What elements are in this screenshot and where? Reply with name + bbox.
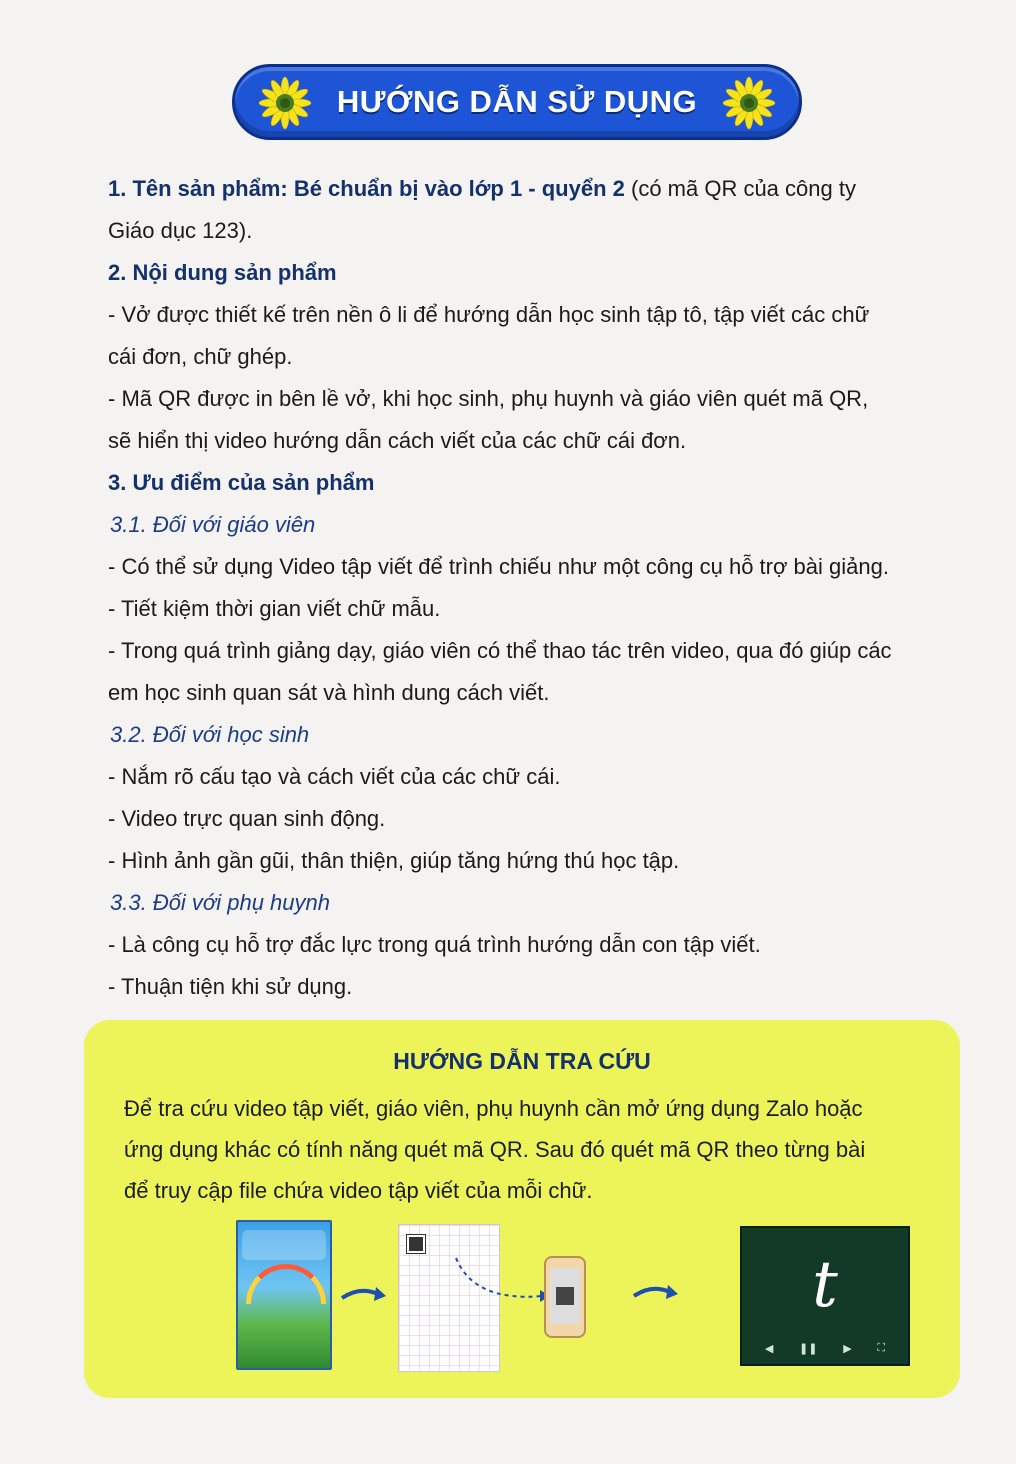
- teacher-item: - Tiết kiệm thời gian viết chữ mẫu.: [108, 596, 441, 621]
- page-title: HƯỚNG DẪN SỬ DỤNG: [336, 84, 698, 119]
- lookup-guide-box: [84, 1020, 960, 1398]
- student-item: - Video trực quan sinh động.: [108, 806, 386, 831]
- content-item-2-line-1: - Mã QR được in bên lề vở, khi học sinh, phụ huynh và giáo viên quét mã QR,: [108, 386, 869, 411]
- pause-icon: ❚❚: [799, 1342, 818, 1355]
- instructions-body: [108, 168, 968, 1008]
- content-item-1-line-1: - Vở được thiết kế trên nền ô li để hướng dẫn học sinh tập tô, tập viết các chữ: [108, 302, 870, 327]
- phone-scan-image: [544, 1256, 586, 1338]
- product-name-line: [108, 168, 968, 210]
- lookup-steps-illustration: [232, 1220, 886, 1380]
- qr-code-icon: [407, 1235, 425, 1253]
- lookup-guide-title: HƯỚNG DẪN TRA CỨU: [393, 1048, 651, 1074]
- sunflower-icon: [257, 75, 313, 131]
- arrow-right-icon: [340, 1284, 388, 1306]
- subheading-parents: 3.3. Đối với phụ huynh: [110, 890, 330, 915]
- lookup-line: ứng dụng khác có tính năng quét mã QR. Sau đó quét mã QR theo từng bài: [124, 1137, 866, 1162]
- subheading-teachers: 3.1. Đối với giáo viên: [110, 512, 316, 537]
- book-cover-image: [236, 1220, 332, 1370]
- next-icon: ▶: [843, 1342, 852, 1355]
- section-heading-content: 2. Nội dung sản phẩm: [108, 260, 337, 285]
- teacher-item: - Trong quá trình giảng dạy, giáo viên có thể thao tác trên video, qua đó giúp các: [108, 638, 892, 663]
- video-controls: [752, 1340, 898, 1356]
- sunflower-icon: [721, 75, 777, 131]
- teacher-item: em học sinh quan sát và hình dung cách viết.: [108, 680, 550, 705]
- lookup-guide-text: [124, 1088, 944, 1211]
- lookup-line: Để tra cứu video tập viết, giáo viên, phụ huynh cần mở ứng dụng Zalo hoặc: [124, 1096, 863, 1121]
- section-heading-advantages: 3. Ưu điểm của sản phẩm: [108, 470, 375, 495]
- student-item: - Nắm rõ cấu tạo và cách viết của các chữ cái.: [108, 764, 561, 789]
- board-letter: t: [812, 1248, 838, 1322]
- teacher-item: - Có thể sử dụng Video tập viết để trình chiếu như một công cụ hỗ trợ bài giảng.: [108, 554, 889, 579]
- header-banner: [232, 64, 802, 140]
- prev-icon: ◀: [764, 1342, 774, 1355]
- lookup-line: để truy cập file chứa video tập viết của mỗi chữ.: [124, 1178, 593, 1203]
- content-item-1-line-2: cái đơn, chữ ghép.: [108, 344, 293, 369]
- dashed-arrow-icon: [454, 1252, 554, 1308]
- content-item-2-line-2: sẽ hiển thị video hướng dẫn cách viết của các chữ cái đơn.: [108, 428, 687, 453]
- student-item: - Hình ảnh gần gũi, thân thiện, giúp tăng hứng thú học tập.: [108, 848, 680, 873]
- parent-item: - Thuận tiện khi sử dụng.: [108, 974, 353, 999]
- product-name-label: 1. Tên sản phẩm: Bé chuẩn bị vào lớp 1 - quyển 2: [108, 176, 625, 201]
- product-name-cont: Giáo dục 123).: [108, 218, 253, 243]
- parent-item: - Là công cụ hỗ trợ đắc lực trong quá trình hướng dẫn con tập viết.: [108, 932, 761, 957]
- video-player-image: [740, 1226, 910, 1366]
- arrow-right-icon: [632, 1282, 680, 1304]
- product-name-rest: (có mã QR của công ty: [624, 176, 856, 201]
- qr-code-icon: [556, 1287, 574, 1305]
- fullscreen-icon: ⛶: [877, 1341, 886, 1354]
- subheading-students: 3.2. Đối với học sinh: [110, 722, 310, 747]
